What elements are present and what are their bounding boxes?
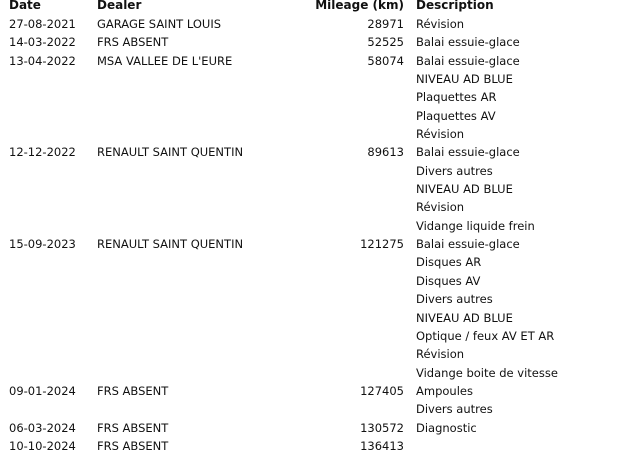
cell-date: 13-04-2022 [9, 53, 76, 68]
row-main-line [0, 52, 620, 70]
cell-description: Révision [416, 127, 465, 142]
row-main-line [0, 33, 620, 51]
cell-description: Disques AR [416, 255, 482, 270]
cell-description: Balai essuie-glace [416, 237, 520, 252]
cell-dealer: FRS ABSENT [97, 420, 169, 435]
cell-description: Ampoules [416, 383, 473, 398]
table-row [0, 33, 620, 51]
cell-description: Vidange boite de vitesse [416, 365, 558, 380]
cell-description: Vidange liquide frein [416, 218, 535, 233]
cell-date: 14-03-2022 [9, 35, 76, 50]
table-row [0, 15, 620, 33]
cell-mileage: 89613 [367, 145, 404, 160]
cell-description: Plaquettes AR [416, 90, 497, 105]
cell-date: 06-03-2024 [9, 420, 76, 435]
row-main-line [0, 15, 620, 33]
row-continuation-line [0, 290, 620, 308]
cell-description: Révision [416, 200, 465, 215]
cell-mileage: 136413 [360, 438, 404, 453]
row-continuation-line [0, 272, 620, 290]
cell-description: Plaquettes AV [416, 108, 496, 123]
row-main-line [0, 382, 620, 400]
cell-description: Révision [416, 347, 465, 362]
cell-date: 12-12-2022 [9, 145, 76, 160]
cell-description: Révision [416, 17, 465, 31]
cell-description: Divers autres [416, 292, 493, 307]
table-row [0, 143, 620, 235]
row-continuation-line [0, 364, 620, 382]
header-dealer: Dealer [97, 0, 142, 12]
header-description: Description [416, 0, 494, 12]
cell-description: Optique / feux AV ET AR [416, 328, 555, 343]
row-continuation-line [0, 162, 620, 180]
cell-description: Diagnostic [416, 420, 477, 435]
cell-dealer: MSA VALLEE DE L'EURE [97, 53, 233, 68]
cell-description: NIVEAU AD BLUE [416, 72, 513, 87]
cell-description: NIVEAU AD BLUE [416, 310, 513, 325]
cell-mileage: 121275 [360, 237, 404, 252]
row-continuation-line [0, 327, 620, 345]
row-continuation-line [0, 345, 620, 363]
cell-date: 27-08-2021 [9, 17, 76, 31]
table-row [0, 437, 620, 455]
row-continuation-line [0, 107, 620, 125]
cell-description: Divers autres [416, 163, 493, 178]
cell-description: Divers autres [416, 402, 493, 417]
row-main-line [0, 419, 620, 437]
row-continuation-line [0, 125, 620, 143]
row-continuation-line [0, 198, 620, 216]
cell-dealer: FRS ABSENT [97, 35, 169, 50]
row-continuation-line [0, 253, 620, 271]
row-main-line [0, 437, 620, 455]
cell-dealer: RENAULT SAINT QUENTIN [97, 237, 244, 252]
header-date: Date [9, 0, 41, 12]
row-main-line [0, 143, 620, 161]
cell-description: Disques AV [416, 273, 481, 288]
cell-mileage: 127405 [360, 383, 404, 398]
row-continuation-line [0, 180, 620, 198]
cell-description: Balai essuie-glace [416, 145, 520, 160]
table-header [0, 0, 620, 15]
header-mileage: Mileage (km) [315, 0, 404, 12]
row-continuation-line [0, 88, 620, 106]
table-row [0, 419, 620, 437]
cell-dealer: RENAULT SAINT QUENTIN [97, 145, 244, 160]
table-body [0, 15, 620, 455]
row-continuation-line [0, 400, 620, 418]
table-row [0, 52, 620, 144]
cell-dealer: FRS ABSENT [97, 383, 169, 398]
table-row [0, 382, 620, 419]
cell-dealer: GARAGE SAINT LOUIS [97, 17, 222, 31]
row-continuation-line [0, 217, 620, 235]
cell-date: 09-01-2024 [9, 383, 76, 398]
cell-mileage: 130572 [360, 420, 404, 435]
cell-description: NIVEAU AD BLUE [416, 182, 513, 197]
cell-mileage: 58074 [367, 53, 404, 68]
cell-description: Balai essuie-glace [416, 53, 520, 68]
cell-dealer: FRS ABSENT [97, 438, 169, 453]
table-row [0, 235, 620, 382]
cell-mileage: 28971 [367, 17, 404, 31]
cell-date: 10-10-2024 [9, 438, 76, 453]
row-continuation-line [0, 70, 620, 88]
cell-description: Balai essuie-glace [416, 35, 520, 50]
cell-mileage: 52525 [367, 35, 404, 50]
row-main-line [0, 235, 620, 253]
cell-date: 15-09-2023 [9, 237, 76, 252]
row-continuation-line [0, 309, 620, 327]
